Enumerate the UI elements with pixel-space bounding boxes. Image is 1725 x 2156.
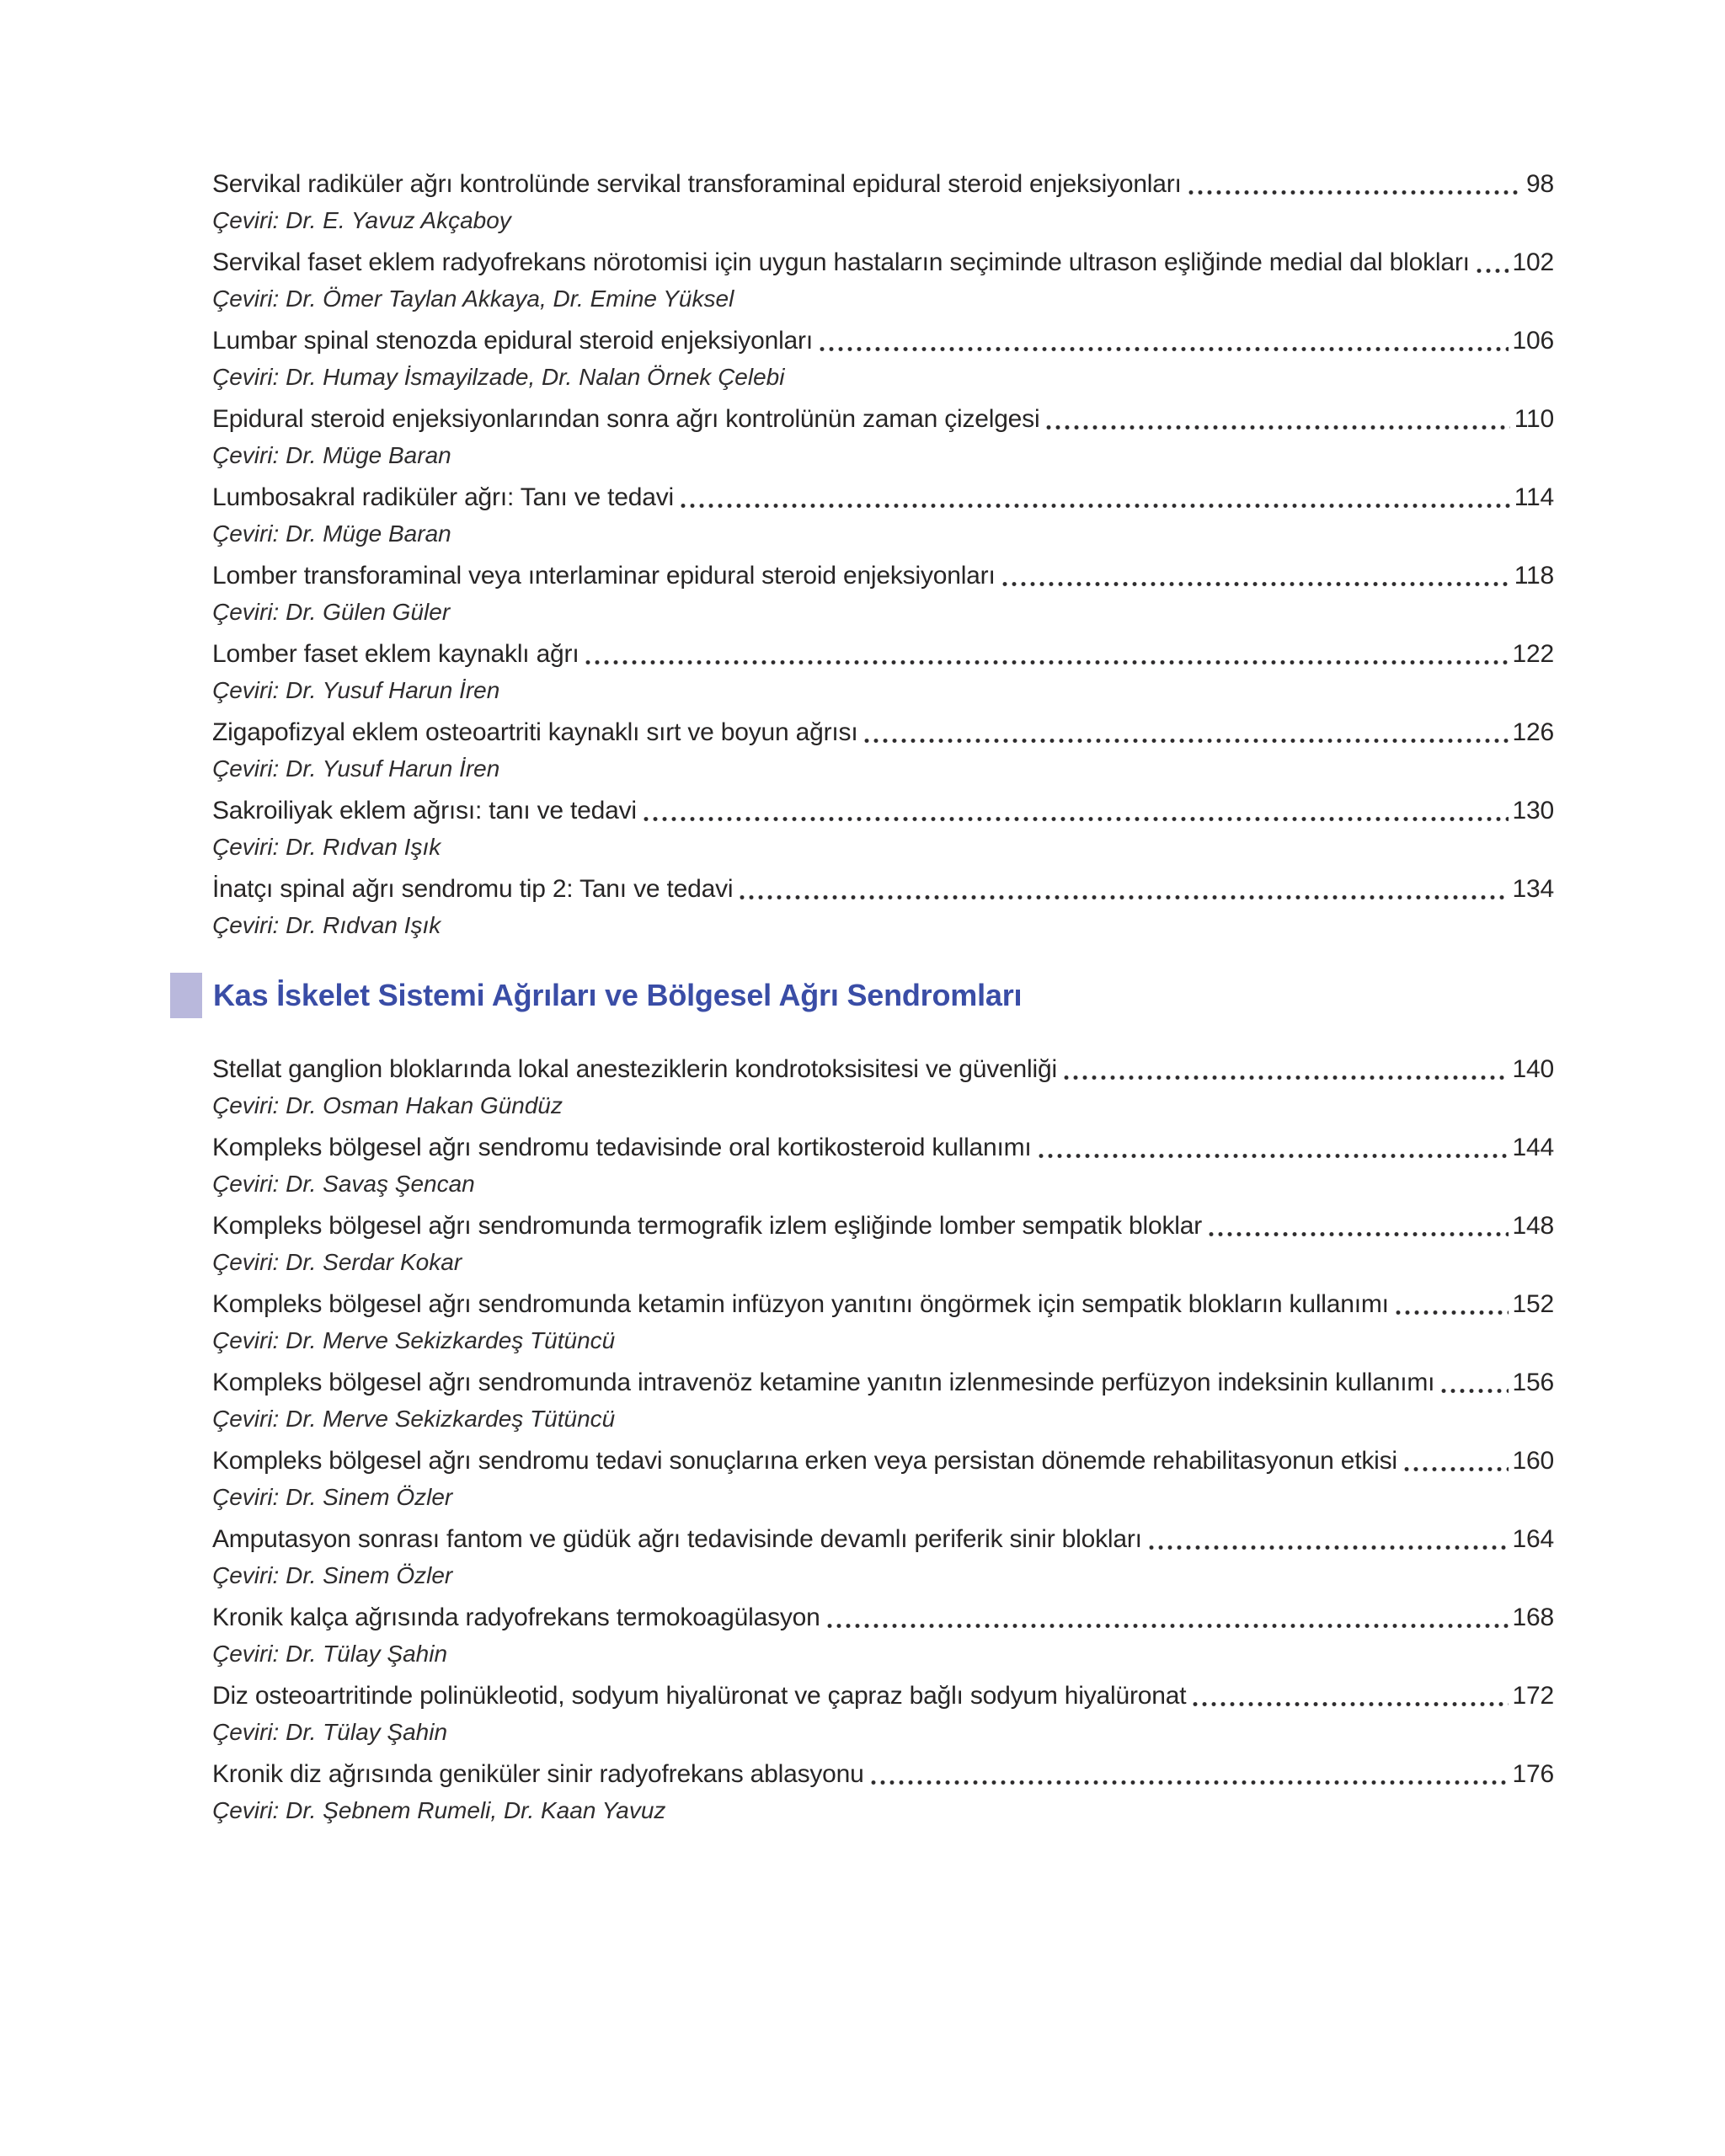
entry-page-number: 176 <box>1512 1760 1554 1788</box>
entry-title: Kompleks bölgesel ağrı sendromu tedavisinde oral kortikosteroid kullanımı <box>212 1134 1032 1161</box>
toc-entry <box>212 1287 1554 1358</box>
entry-translator: Çeviri: Dr. Serdar Kokar <box>212 1249 462 1275</box>
entry-page-number: 134 <box>1512 875 1554 903</box>
entry-title: Servikal faset eklem radyofrekans nörotomisi için uygun hastaların seçiminde ultrason eşliğinde medial dal blokları <box>212 248 1470 276</box>
toc-entry-title-row <box>212 402 1554 437</box>
toc-entry-title-row <box>212 1757 1554 1792</box>
dot-leader <box>1476 267 1509 275</box>
entry-page-number: 164 <box>1512 1525 1554 1553</box>
dot-leader <box>1440 1387 1508 1395</box>
entry-translator: Çeviri: Dr. Savaş Şencan <box>212 1171 475 1197</box>
toc-content <box>212 167 1554 1835</box>
section-marker-icon <box>170 973 202 1018</box>
dot-leader <box>1001 580 1510 588</box>
entry-title: Servikal radiküler ağrı kontrolünde servikal transforaminal epidural steroid enjeksiyonları <box>212 170 1182 198</box>
toc-entry <box>212 715 1554 786</box>
dot-leader <box>643 815 1509 823</box>
entry-translator: Çeviri: Dr. Müge Baran <box>212 520 451 547</box>
dot-leader <box>739 894 1508 901</box>
dot-leader <box>870 1779 1509 1786</box>
entry-page-number: 126 <box>1512 718 1554 746</box>
toc-list-section <box>212 1052 1554 1828</box>
entry-page-number: 118 <box>1514 562 1554 590</box>
entry-page-number: 130 <box>1512 797 1554 825</box>
toc-entry-title-row <box>212 558 1554 594</box>
dot-leader <box>1148 1544 1509 1551</box>
entry-translator: Çeviri: Dr. Yusuf Harun İren <box>212 677 500 703</box>
toc-entry <box>212 323 1554 394</box>
toc-entry-title-row <box>212 1287 1554 1322</box>
dot-leader <box>1038 1152 1509 1160</box>
dot-leader <box>1403 1465 1509 1473</box>
toc-entry-title-row <box>212 872 1554 907</box>
dot-leader <box>1063 1074 1509 1081</box>
dot-leader <box>1395 1309 1509 1316</box>
toc-entry-title-row <box>212 1130 1554 1166</box>
entry-translator: Çeviri: Dr. Rıdvan Işık <box>212 912 441 938</box>
entry-page-number: 172 <box>1512 1682 1554 1710</box>
entry-title: Kronik diz ağrısında geniküler sinir radyofrekans ablasyonu <box>212 1760 864 1788</box>
toc-entry-title-row <box>212 167 1554 202</box>
entry-page-number: 160 <box>1512 1447 1554 1475</box>
toc-entry <box>212 1444 1554 1514</box>
entry-translator: Çeviri: Dr. Merve Sekizkardeş Tütüncü <box>212 1406 616 1432</box>
toc-entry-title-row <box>212 245 1554 280</box>
toc-entry-title-row <box>212 637 1554 672</box>
entry-title: Lomber faset eklem kaynaklı ağrı <box>212 640 579 668</box>
toc-entry-title-row <box>212 480 1554 515</box>
toc-entry <box>212 1678 1554 1749</box>
toc-entry <box>212 1365 1554 1436</box>
entry-title: Lumbar spinal stenozda epidural steroid enjeksiyonları <box>212 327 813 355</box>
toc-entry-title-row <box>212 1209 1554 1244</box>
entry-title: Sakroiliyak eklem ağrısı: tanı ve tedavi <box>212 797 637 825</box>
toc-entry <box>212 402 1554 472</box>
entry-page-number: 98 <box>1526 170 1554 198</box>
dot-leader <box>819 345 1509 353</box>
entry-title: Epidural steroid enjeksiyonlarından sonra ağrı kontrolünün zaman çizelgesi <box>212 405 1040 433</box>
toc-entry <box>212 1052 1554 1123</box>
dot-leader <box>1208 1230 1509 1238</box>
toc-entry <box>212 167 1554 237</box>
toc-entry <box>212 1522 1554 1593</box>
dot-leader <box>1188 189 1522 196</box>
section-header <box>170 973 1554 1018</box>
entry-translator: Çeviri: Dr. Osman Hakan Gündüz <box>212 1092 563 1118</box>
toc-entry-title-row <box>212 793 1554 829</box>
dot-leader <box>1045 424 1509 431</box>
entry-translator: Çeviri: Dr. Rıdvan Işık <box>212 834 441 860</box>
toc-entry <box>212 1600 1554 1671</box>
toc-entry-title-row <box>212 1052 1554 1087</box>
section-title: Kas İskelet Sistemi Ağrıları ve Bölgesel Ağrı Sendromları <box>213 978 1023 1012</box>
toc-entry <box>212 637 1554 707</box>
entry-translator: Çeviri: Dr. Yusuf Harun İren <box>212 755 500 782</box>
toc-entry <box>212 793 1554 864</box>
entry-translator: Çeviri: Dr. Tülay Şahin <box>212 1641 448 1667</box>
dot-leader <box>863 737 1508 744</box>
entry-translator: Çeviri: Dr. Sinem Özler <box>212 1484 453 1510</box>
entry-title: Kronik kalça ağrısında radyofrekans termokoagülasyon <box>212 1604 820 1631</box>
entry-title: Kompleks bölgesel ağrı sendromunda intravenöz ketamine yanıtın izlenmesinde perfüzyon indeksinin kullanımı <box>212 1369 1435 1396</box>
dot-leader <box>826 1622 1509 1630</box>
entry-translator: Çeviri: Dr. Merve Sekizkardeş Tütüncü <box>212 1327 616 1353</box>
toc-entry <box>212 245 1554 316</box>
entry-title: Kompleks bölgesel ağrı sendromunda ketamin infüzyon yanıtını öngörmek için sempatik blokların kullanımı <box>212 1290 1389 1318</box>
entry-page-number: 122 <box>1512 640 1554 668</box>
entry-page-number: 144 <box>1512 1134 1554 1161</box>
dot-leader <box>1192 1700 1508 1708</box>
dot-leader <box>585 659 1508 666</box>
toc-entry-title-row <box>212 323 1554 359</box>
entry-translator: Çeviri: Dr. Şebnem Rumeli, Dr. Kaan Yavuz <box>212 1797 666 1823</box>
entry-page-number: 140 <box>1512 1055 1554 1083</box>
entry-title: İnatçı spinal ağrı sendromu tip 2: Tanı ve tedavi <box>212 875 734 903</box>
dot-leader <box>680 502 1510 510</box>
entry-page-number: 114 <box>1514 483 1554 511</box>
entry-page-number: 106 <box>1512 327 1554 355</box>
toc-entry-title-row <box>212 1522 1554 1557</box>
entry-page-number: 110 <box>1514 405 1554 433</box>
entry-title: Kompleks bölgesel ağrı sendromunda termografik izlem eşliğinde lomber sempatik bloklar <box>212 1212 1203 1240</box>
toc-entry-title-row <box>212 715 1554 750</box>
entry-title: Zigapofizyal eklem osteoartriti kaynaklı sırt ve boyun ağrısı <box>212 718 858 746</box>
entry-page-number: 168 <box>1512 1604 1554 1631</box>
entry-page-number: 156 <box>1512 1369 1554 1396</box>
toc-entry-title-row <box>212 1678 1554 1714</box>
toc-entry-title-row <box>212 1600 1554 1636</box>
entry-title: Stellat ganglion bloklarında lokal anesteziklerin kondrotoksisitesi ve güvenliği <box>212 1055 1057 1083</box>
toc-entry <box>212 1130 1554 1201</box>
toc-entry <box>212 480 1554 551</box>
entry-title: Amputasyon sonrası fantom ve güdük ağrı tedavisinde devamlı periferik sinir blokları <box>212 1525 1142 1553</box>
toc-entry <box>212 1757 1554 1828</box>
toc-entry <box>212 558 1554 629</box>
toc-entry-title-row <box>212 1365 1554 1401</box>
entry-translator: Çeviri: Dr. Humay İsmayilzade, Dr. Nalan Örnek Çelebi <box>212 364 785 390</box>
entry-translator: Çeviri: Dr. Gülen Güler <box>212 599 451 625</box>
entry-translator: Çeviri: Dr. Sinem Özler <box>212 1562 453 1588</box>
toc-entry-title-row <box>212 1444 1554 1479</box>
entry-title: Diz osteoartritinde polinükleotid, sodyum hiyalüronat ve çapraz bağlı sodyum hiyalüronat <box>212 1682 1187 1710</box>
entry-title: Lumbosakral radiküler ağrı: Tanı ve tedavi <box>212 483 675 511</box>
toc-entry <box>212 872 1554 942</box>
entry-page-number: 148 <box>1512 1212 1554 1240</box>
entry-translator: Çeviri: Dr. Ömer Taylan Akkaya, Dr. Emine Yüksel <box>212 286 734 312</box>
toc-list-continued <box>212 167 1554 942</box>
entry-title: Lomber transforaminal veya ınterlaminar epidural steroid enjeksiyonları <box>212 562 996 590</box>
entry-title: Kompleks bölgesel ağrı sendromu tedavi sonuçlarına erken veya persistan dönemde rehabilitasyonun etkisi <box>212 1447 1397 1475</box>
entry-page-number: 102 <box>1512 248 1554 276</box>
entry-translator: Çeviri: Dr. Müge Baran <box>212 442 451 468</box>
toc-entry <box>212 1209 1554 1279</box>
entry-page-number: 152 <box>1512 1290 1554 1318</box>
entry-translator: Çeviri: Dr. Tülay Şahin <box>212 1719 448 1745</box>
entry-translator: Çeviri: Dr. E. Yavuz Akçaboy <box>212 207 511 233</box>
